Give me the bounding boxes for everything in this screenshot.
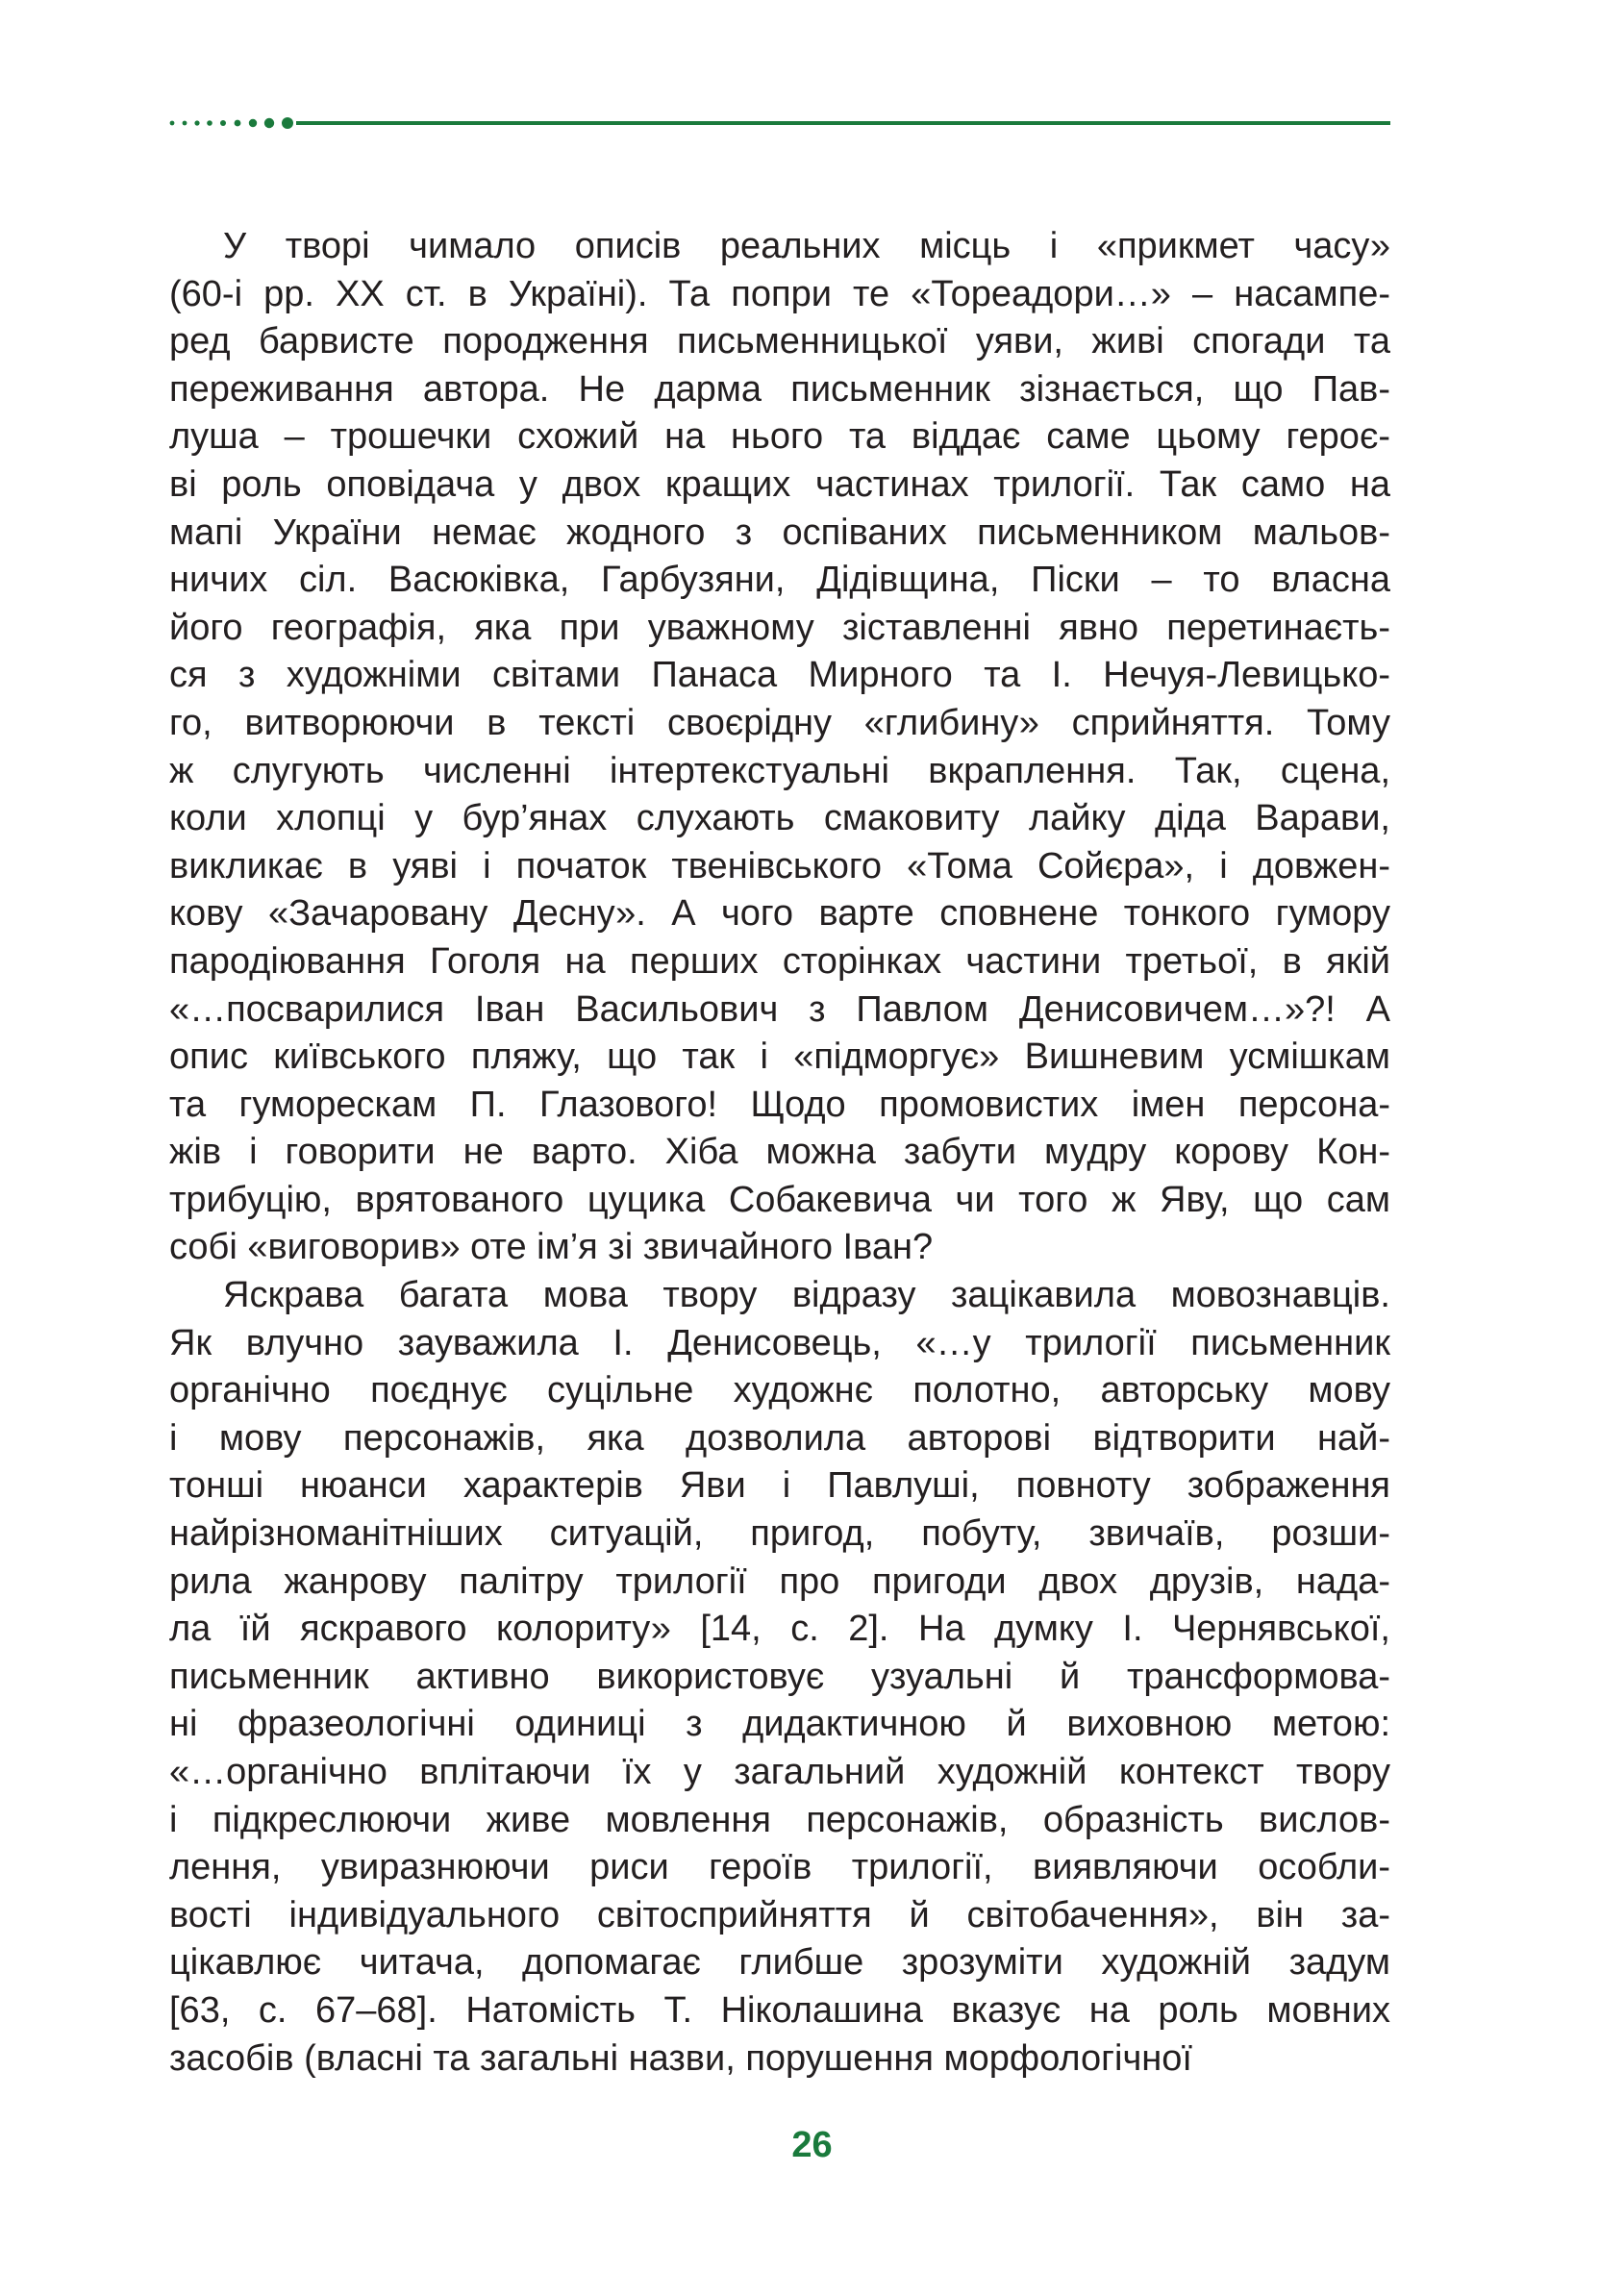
rule-dot (282, 117, 293, 129)
dotted-line-ornament (169, 113, 1390, 133)
text-line: рила жанрову палітру трилогії про пригоди двох друзів, нада- (169, 1560, 1390, 1602)
text-line: мапі України немає жодного з оспіваних письменником мальов- (169, 512, 1390, 553)
text-line: [63, с. 67–68]. Натомість Т. Ніколашина вказує на роль мовних (169, 1989, 1390, 2031)
text-line: Яскрава багата мова твору відразу зацікавила мовознавців. (223, 1275, 1390, 1316)
text-line: жів і говорити не варто. Хіба можна забути мудру корову Кон- (169, 1132, 1390, 1173)
text-line: і підкреслюючи живе мовлення персонажів, образність вислов- (169, 1799, 1390, 1840)
text-line: ні фразеологічні одиниці з дидактичною й виховною метою: (169, 1704, 1390, 1745)
text-line: ред барвисте породження письменницької уяви, живі спогади та (169, 321, 1390, 362)
text-line: коли хлопці у бур’янах слухають смаковиту лайку діда Варави, (169, 798, 1390, 839)
text-line: Як влучно зауважила І. Денисовець, «…у трилогії письменник (169, 1322, 1390, 1363)
text-line: органічно поєднує суцільне художнє полотно, авторську мову (169, 1370, 1390, 1411)
text-line: «…органічно вплітаючи їх у загальний художній контекст твору (169, 1752, 1390, 1792)
text-line: ся з художніми світами Панаса Мирного та І. Нечуя-Левицько- (169, 655, 1390, 696)
text-line: собі «виговорив» оте ім’я зі звичайного Іван? (169, 1227, 934, 1268)
text-line: вості індивідуального світосприйняття й світобачення», він за- (169, 1894, 1390, 1935)
header-dotted-rule (169, 113, 1390, 133)
text-line: лення, увиразнюючи риси героїв трилогії, виявляючи особли- (169, 1847, 1390, 1888)
rule-dot (207, 120, 212, 126)
rule-line (296, 121, 1390, 125)
text-line: і мову персонажів, яка дозволила авторові відтворити най- (169, 1417, 1390, 1459)
text-line: У творі чимало описів реальних місць і «прикмет часу» (223, 226, 1390, 266)
text-line: ві роль оповідача у двох кращих частинах трилогії. Так само на (169, 463, 1390, 505)
text-line: опис київського пляжу, що так і «підморгує» Вишневим усмішкам (169, 1036, 1390, 1078)
text-line: переживання автора. Не дарма письменник зізнається, що Пав- (169, 368, 1390, 410)
page-number: 26 (791, 2125, 833, 2165)
paragraph-1 (169, 223, 1390, 1272)
text-line: го, витворюючи в тексті своєрідну «глибину» сприйняття. Тому (169, 702, 1390, 743)
page-body (169, 223, 1390, 2083)
text-line: викликає в уяві і початок твенівського «Тома Сойєра», і довжен- (169, 845, 1390, 886)
text-line: пародіювання Гоголя на перших сторінках частини третьої, в якій (169, 940, 1390, 982)
text-line: його географія, яка при уважному зіставленні явно перетинаєть- (169, 607, 1390, 648)
text-line: ла їй яскравого колориту» [14, с. 2]. На думку І. Чернявської, (169, 1609, 1390, 1650)
text-line: засобів (власні та загальні назви, порушення морфологічної (169, 2037, 1192, 2079)
text-line: кову «Зачаровану Десну». А чого варте сповнене тонкого гумору (169, 893, 1390, 935)
text-line: (60-і рр. ХХ ст. в Україні). Та попри те «Тореадори…» – насампе- (169, 273, 1390, 314)
text-line: письменник активно використовує узуальні й трансформова- (169, 1656, 1390, 1697)
rule-dot (249, 119, 257, 127)
rule-dot (264, 118, 274, 128)
text-line: ж слугують численні інтертекстуальні вкраплення. Так, сцена, (169, 750, 1390, 791)
text-line: найрізноманітніших ситуацій, пригод, побуту, звичаїв, розши- (169, 1513, 1390, 1555)
text-line: цікавлює читача, допомагає глибше зрозуміти художній задум (169, 1942, 1390, 1984)
text-line: тонші нюанси характерів Яви і Павлуші, повноту зображення (169, 1465, 1390, 1507)
paragraph-2 (169, 1272, 1390, 2083)
rule-dot (194, 120, 199, 125)
text-line: трибуцію, врятованого цуцика Собакевича чи того ж Яву, що сам (169, 1179, 1390, 1220)
rule-dot (220, 120, 226, 126)
rule-dot (183, 121, 187, 126)
rule-dot (235, 120, 241, 127)
text-line: ничих сіл. Васюківка, Гарбузяни, Дідівщина, Піски – то власна (169, 560, 1390, 601)
rule-dot (170, 121, 175, 126)
text-line: та гуморескам П. Глазового! Щодо промовистих імен персона- (169, 1084, 1390, 1125)
text-line: луша – трошечки схожий на нього та віддає саме цьому героє- (169, 416, 1390, 458)
text-line: «…посварилися Іван Васильович з Павлом Денисовичем…»?! А (169, 988, 1390, 1030)
